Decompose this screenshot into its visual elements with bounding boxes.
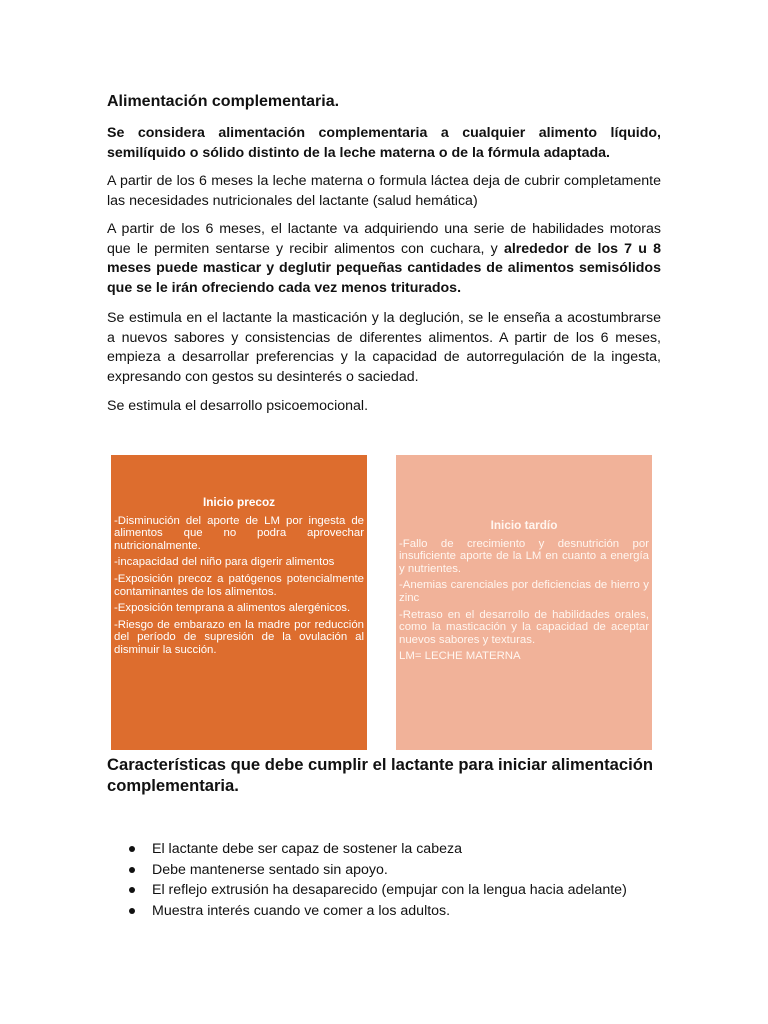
list-item xyxy=(129,839,669,860)
early-start-item: -Riesgo de embarazo en la madre por reducción del período de supresión de la ovulación al disminuir la succión. xyxy=(114,618,364,656)
bullet-icon xyxy=(129,867,135,873)
comparison-boxes xyxy=(111,455,652,750)
late-start-item: -Retraso en el desarrollo de habilidades orales, como la masticación y la capacidad de aceptar nuevos sabores y texturas. xyxy=(399,608,649,646)
list-item xyxy=(129,901,669,922)
bullet-icon xyxy=(129,908,135,914)
paragraph-psychoemotional: Se estimula el desarrollo psicoemocional. xyxy=(107,398,369,414)
list-item-text: El lactante debe ser capaz de sostener la cabeza xyxy=(152,841,462,857)
definition-paragraph: Se considera alimentación complementaria a cualquier alimento líquido, semilíquido o sólido distinto de la leche materna o de la fórmula adaptada. xyxy=(107,125,661,161)
late-start-item: -Fallo de crecimiento y desnutrición por insuficiente aporte de la LM en cuanto a energía y nutrientes. xyxy=(399,537,649,575)
early-start-title: Inicio precoz xyxy=(202,495,276,509)
paragraph-motor-skills-bold: alrededor de los 7 u 8 meses puede masticar y deglutir pequeñas cantidades de alimentos semisólidos que se le irán ofreciendo cada vez menos triturados. xyxy=(107,240,661,296)
requirements-list xyxy=(129,839,669,921)
bullet-icon xyxy=(129,887,135,893)
paragraph-stimulation: Se estimula en el lactante la masticación y la deglución, se le enseña a acostumbrarse a nuevos sabores y consistencias de diferentes alimentos. A partir de los 6 meses, empieza a desarrollar preferencias y la capacidad de autorregulación de la ingesta, expresando con gestos su desinterés o saciedad. xyxy=(107,310,661,385)
list-item-text: Debe mantenerse sentado sin apoyo. xyxy=(152,861,388,878)
late-start-item: -Anemias carenciales por deficiencias de hierro y zinc xyxy=(399,579,649,604)
document-title: Alimentación complementaria. xyxy=(107,93,340,110)
early-start-box xyxy=(111,455,367,750)
early-start-item: -incapacidad del niño para digerir alimentos xyxy=(114,556,335,569)
bullet-icon xyxy=(129,846,135,852)
section-heading: Características que debe cumplir el lactante para iniciar alimentación complementaria. xyxy=(107,755,653,795)
list-item xyxy=(129,860,669,881)
paragraph-motor-skills xyxy=(107,220,661,298)
paragraph-motor-skills-normal: A partir de los 6 meses, el lactante va adquiriendo una serie de habilidades motoras que le permiten sentarse y recibir alimentos con cuchara, y xyxy=(107,221,661,257)
early-start-item: -Exposición temprana a alimentos alergénicos. xyxy=(114,602,351,615)
paragraph-six-months: A partir de los 6 meses la leche materna o formula láctea deja de cubrir completamente las necesidades nutricionales del lactante (salud hemática) xyxy=(107,173,661,209)
list-item-text: El reflejo extrusión ha desaparecido (empujar con la lengua hacia adelante) xyxy=(152,882,627,898)
late-start-item: LM= LECHE MATERNA xyxy=(399,650,521,663)
list-item xyxy=(129,880,669,901)
early-start-item: -Disminución del aporte de LM por ingesta de alimentos que no podra aprovechar nutricionalmente. xyxy=(114,514,364,552)
list-item-text: Muestra interés cuando ve comer a los adultos. xyxy=(152,902,451,919)
late-start-box xyxy=(396,455,652,750)
late-start-title: Inicio tardío xyxy=(490,518,558,532)
early-start-item: -Exposición precoz a patógenos potencialmente contaminantes de los alimentos. xyxy=(114,572,364,598)
